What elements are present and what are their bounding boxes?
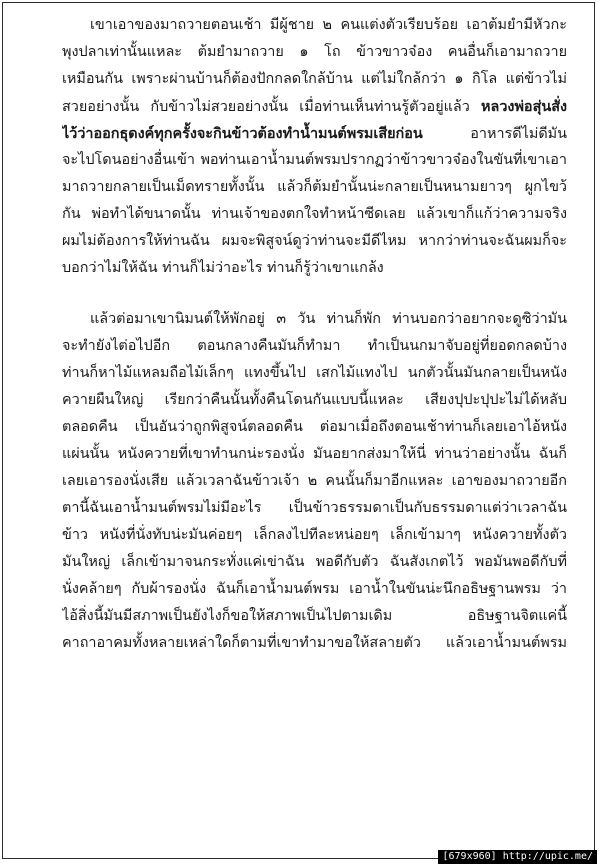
text-line: เลยเอารองนั่งเสีย แล้วเวลาฉันข้าวเจ้า ๒ คนนั้นก็มาอีกแหละ เอาของมาถวายอีก — [62, 473, 567, 489]
text-line: เขาเอาของมาถวายตอนเช้า มีผู้ชาย ๒ คนแต่งตัวเรียบร้อย เอาต้มยำมีหัวกะ — [90, 17, 567, 33]
text-line — [62, 120, 567, 147]
bold-text-segment: ไว้ว่าออกธุดงค์ทุกครั้งจะกินข้าวต้องทำน้ำมนต์พรมเสียก่อน — [62, 125, 423, 142]
paragraph-spacer — [62, 282, 567, 306]
document-page — [62, 12, 567, 657]
text-line — [62, 93, 567, 120]
text-segment: สวยอย่างนั้น กับข้าวไม่สวยอย่างนั้น เมื่อท่านเห็นท่านรู้ตัวอยู่แล้ว — [62, 99, 470, 115]
text-line: เหมือนกัน เพราะผ่านบ้านก็ต้องปักกลดใกล้บ้าน แต่ไม่ใกล้กว่า ๑ กิโล แต่ข้าวไม่ — [62, 71, 567, 87]
text-line: ควายผืนใหญ่ เรียกว่าคืนนั้นทั้งคืนโดนกันแบบนี้แหละ เสียงปุปะปุปะไม่ได้หลับ — [62, 392, 567, 408]
text-line: ตลอดคืน เป็นอันว่าถูกพิสูจน์ตลอดคืน ต่อมาเมื่อถึงตอนเช้าท่านก็เลยเอาไอ้หนัง — [62, 419, 567, 435]
text-line: จะไปโดนอย่างอื่นเข้า พอท่านเอาน้ำมนต์พรมปรากฏว่าข้าวขาวจ๋องในขันที่เขาเอา — [62, 152, 567, 168]
text-line: มาถวายกลายเป็นเม็ดทรายทั้งนั้น แล้วก็ต้มยำนั้นน่ะกลายเป็นหนามยาวๆ ผูกไขว้ — [62, 179, 567, 195]
text-line: คาถาอาคมทั้งหลายเหล่าใดก็ตามที่เขาทำมาขอให้สลายตัว แล้วเอาน้ำมนต์พรม — [62, 635, 567, 651]
text-line: ผมไม่ต้องการให้ท่านฉัน ผมจะพิสูจน์ดูว่าท่านจะมีดีไหม หากว่าท่านจะฉันผมก็จะ — [62, 233, 567, 249]
text-line: ข้าว หนังที่นั่งทับน่ะมันค่อยๆ เล็กลงไปทีละหน่อยๆ เล็กเข้ามาๆ หนังควายทั้งตัว — [62, 527, 567, 543]
text-line: ตานี้ฉันเอาน้ำมนต์พรมไม่มีอะไร เป็นข้าวธรรมดาเป็นกับธรรมดาแต่ว่าเวลาฉัน — [62, 500, 567, 516]
text-line: แผ่นนั้น หนังควายที่เขาทำนกน่ะรองนั่ง มันอยากส่งมาให้นี่ ท่านว่าอย่างนั้น ฉันก็ — [62, 446, 567, 462]
text-line: พุงปลาเท่านั้นแหละ ต้มยำมาถวาย ๑ โถ ข้าวขาวจ๋อง คนอื่นก็เอามาถวาย — [62, 44, 567, 60]
text-line: ไอ้สิ่งนี้มันมีสภาพเป็นยังไงก็ขอให้สภาพเป็นไปตามเดิม อธิษฐานจิตแค่นี้ — [62, 608, 567, 624]
text-line: นั่งคล้ายๆ กับผ้ารองนั่ง ฉันก็เอาน้ำมนต์พรม เอาน้ำในขันน่ะนึกอธิษฐานพรม ว่า — [62, 581, 567, 597]
text-segment: อาหารดีไม่ดีมัน — [422, 126, 567, 142]
text-line: จะทำยังไต่อไปอีก ตอนกลางคืนมันก็ทำมา ทำเป็นนกมาจับอยู่ที่ยอดกลดบ้าง — [62, 338, 567, 354]
text-line: บอกว่าไม่ให้ฉัน ท่านก็ไม่ว่าอะไร ท่านก็รู้ว่าเขาแกล้ง — [62, 260, 384, 276]
image-host-watermark: [679x960] http://upic.me/ — [438, 850, 597, 864]
text-line: แล้วต่อมาเขานิมนต์ให้พักอยู่ ๓ วัน ท่านก็พัก ท่านบอกว่าอยากจะดูซิว่ามัน — [90, 311, 567, 327]
text-line: ท่านก็หาไม้แหลมถือไม้เล็กๆ แทงขึ้นไป เสกไม้แทงไป นกตัวนั้นมันกลายเป็นหนัง — [62, 365, 567, 381]
text-line: กัน พ่อทำได้ขนาดนั้น ท่านเจ้าของตกใจทำหน้าซีดเลย แล้วเขาก็แก้ว่าความจริง — [62, 206, 567, 222]
bold-text-segment: หลวงพ่อสุ่นสั่ง — [481, 98, 567, 115]
paragraph-2 — [62, 306, 567, 657]
paragraph-1 — [62, 12, 567, 282]
text-line: มันใหญ่ เล็กเข้ามาจนกระทั่งแค่เข่าฉัน พอดีกับตัว ฉันสังเกตไว้ พอมันพอดีกับที่ — [62, 554, 567, 570]
